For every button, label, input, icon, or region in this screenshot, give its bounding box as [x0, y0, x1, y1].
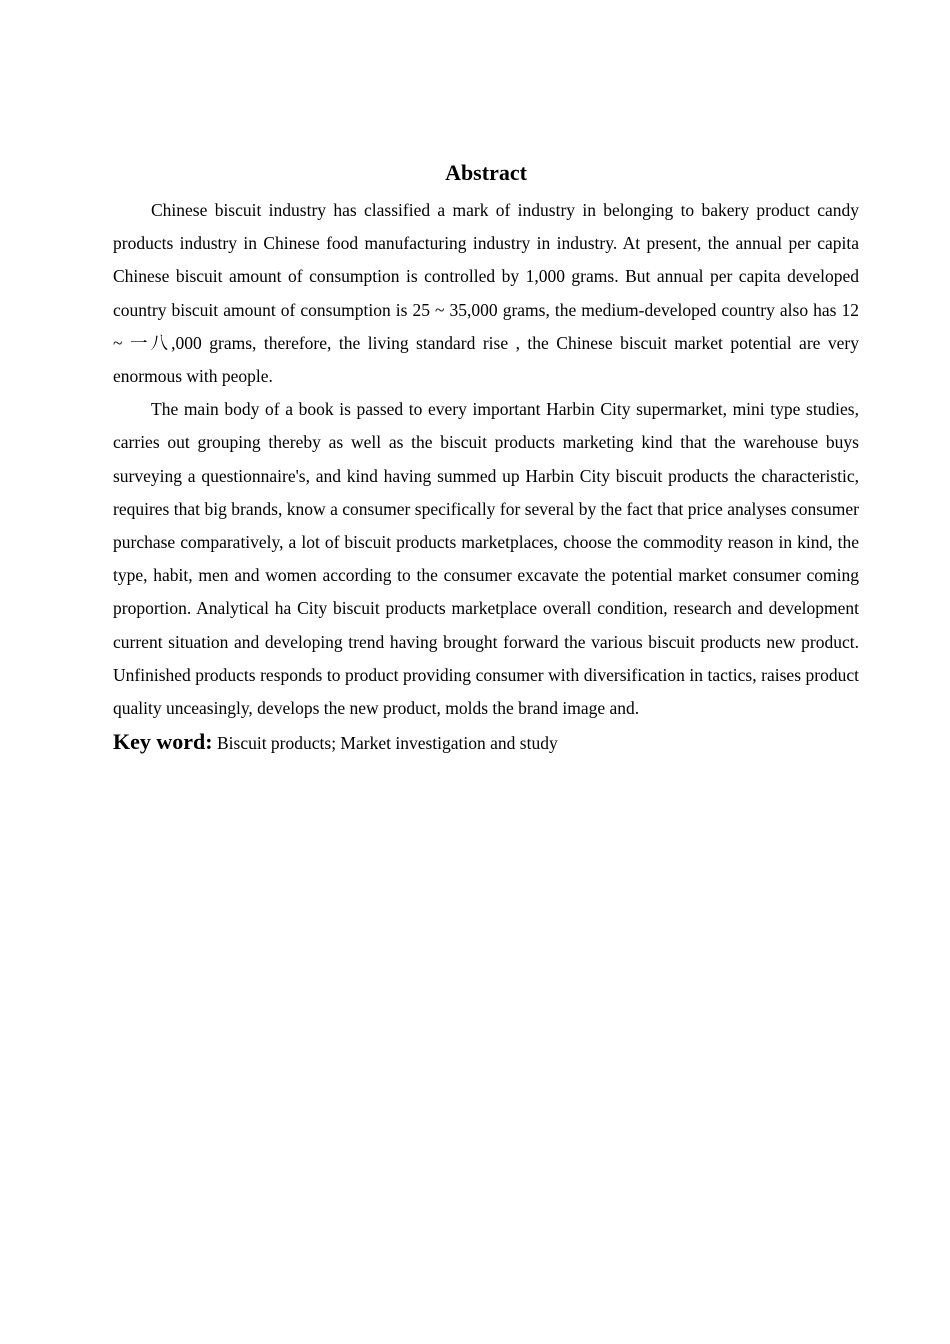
abstract-paragraph-1: Chinese biscuit industry has classified a mark of industry in belonging to bakery product candy products industry in Chinese food manufacturing industry in industry. At present, the annual per capita Chinese biscuit amount of consumption is controlled by 1,000 grams. But annual per capita developed country biscuit amount of consumption is 25 ~ 35,000 grams, the medium-developed country also has 12 ~ 一八,000 grams, therefore, the living standard rise , the Chinese biscuit market potential are very enormous with people.: [113, 200, 859, 387]
abstract-paragraph-2: The main body of a book is passed to every important Harbin City supermarket, mini type studies, carries out grouping thereby as well as the biscuit products marketing kind that the warehouse buys surveying a questionnaire's, and kind having summed up Harbin City biscuit products the characteristic, requires that big brands, know a consumer specifically for several by the fact that price analyses consumer purchase comparatively, a lot of biscuit products marketplaces, choose the commodity reason in kind, the type, habit, men and women according to the consumer excavate the potential market consumer coming proportion. Analytical ha City biscuit products marketplace overall condition, research and development current situation and developing trend having brought forward the various biscuit products new product. Unfinished products responds to product providing consumer with diversification in tactics, raises product quality unceasingly, develops the new product, molds the brand image and.: [113, 399, 859, 719]
keywords-label: Key word:: [113, 729, 213, 755]
keywords-line: [113, 727, 859, 758]
keywords-text: Biscuit products; Market investigation and study: [216, 733, 558, 754]
abstract-title: Abstract: [445, 160, 527, 185]
abstract-section: [113, 158, 859, 758]
